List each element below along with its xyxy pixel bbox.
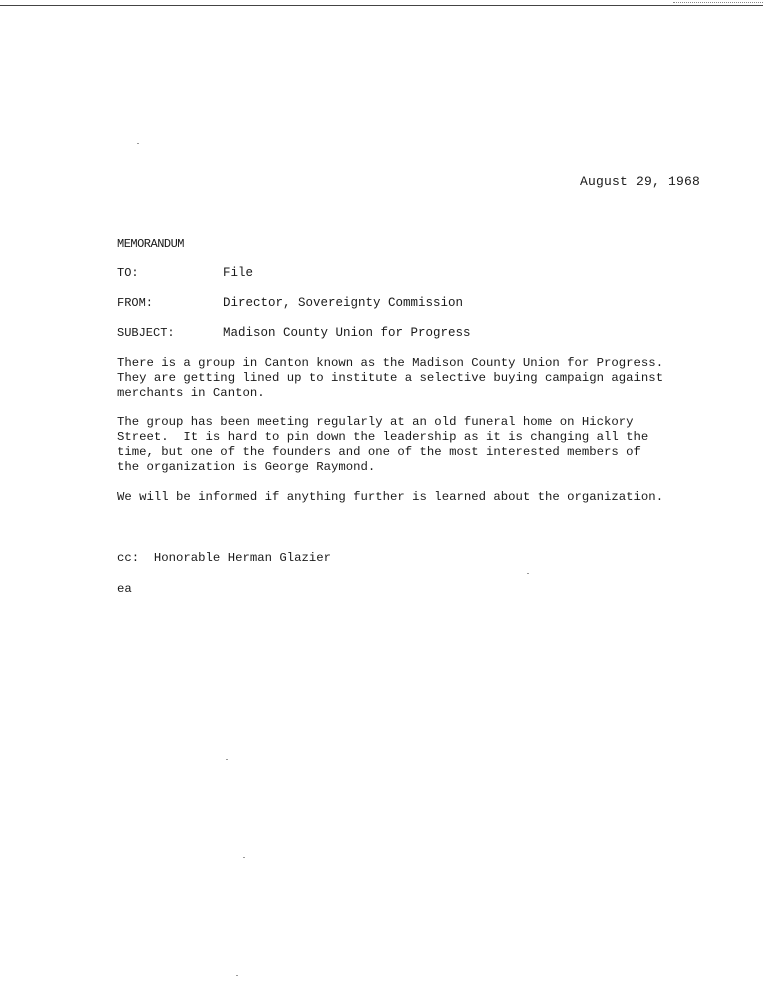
cc-line: cc: Honorable Herman Glazier: [117, 551, 332, 565]
top-edge-rule: [0, 5, 763, 6]
typist-initials: ea: [117, 582, 132, 596]
body-paragraph-3: We will be informed if anything further is learned about the organization.: [117, 490, 664, 504]
subject-label: SUBJECT:: [117, 326, 175, 340]
scan-speck: [226, 759, 228, 760]
memo-date: August 29, 1968: [580, 174, 701, 189]
body-paragraph-1: There is a group in Canton known as the Madison County Union for Progress. They are getting lined up to institute a selective buying campaign against merchants in Canton.: [117, 356, 664, 400]
body-paragraph-2: The group has been meeting regularly at an old funeral home on Hickory Street. It is hard to pin down the leadership as it is changing all the time, but one of the founders and one of the most interested members of the organization is George Raymond.: [117, 415, 649, 474]
top-edge-scan-artifact: [673, 2, 763, 7]
to-value: File: [223, 266, 254, 280]
to-label: TO:: [117, 266, 139, 280]
scan-speck: [236, 975, 238, 976]
from-value: Director, Sovereignty Commission: [223, 296, 464, 310]
scan-speck: [137, 143, 139, 144]
scan-speck: [243, 857, 245, 858]
memo-heading: MEMORANDUM: [117, 237, 185, 251]
scan-speck: [527, 573, 529, 574]
from-label: FROM:: [117, 296, 154, 310]
subject-value: Madison County Union for Progress: [223, 326, 471, 340]
